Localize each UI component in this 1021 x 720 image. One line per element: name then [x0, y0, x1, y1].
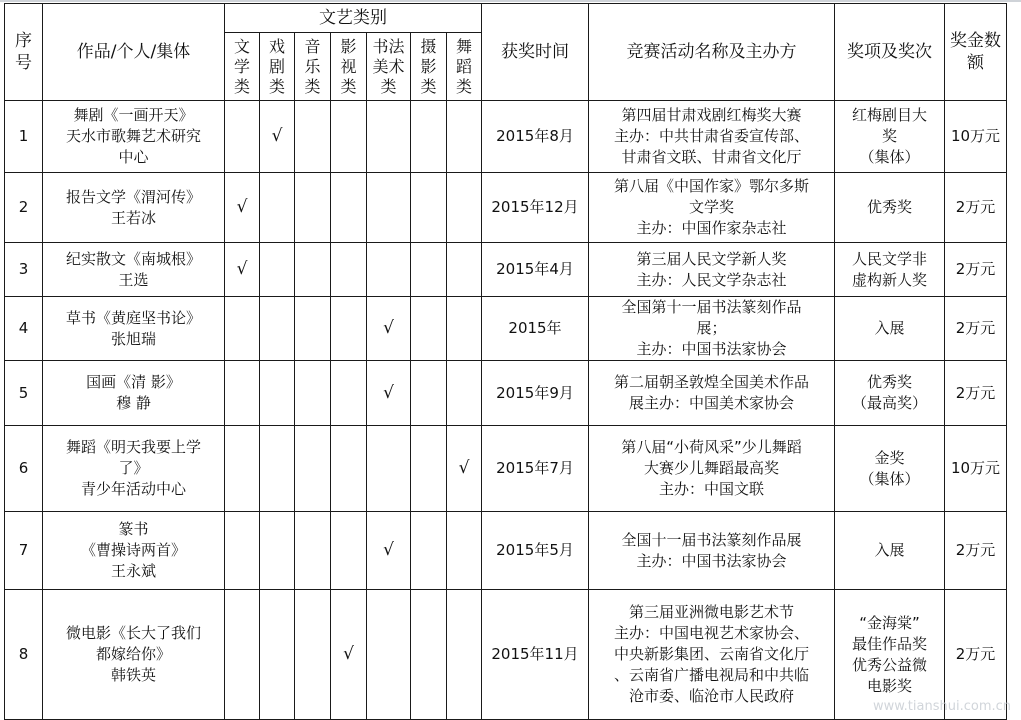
- spreadsheet-top-border: [0, 0, 1021, 2]
- row-category-cell: [260, 512, 295, 590]
- row-category-cell: [225, 101, 260, 173]
- row-category-cell: [411, 590, 447, 720]
- row-work: 微电影《长大了我们 都嫁给你》 韩铁英: [43, 590, 225, 720]
- row-category-cell: [331, 173, 367, 243]
- row-category-cell: [331, 512, 367, 590]
- check-mark-icon: √: [271, 126, 283, 146]
- row-seq: 6: [5, 426, 43, 512]
- row-category-cell: [260, 173, 295, 243]
- row-work: 草书《黄庭坚书论》 张旭瑞: [43, 297, 225, 361]
- row-prize: 2万元: [945, 297, 1007, 361]
- row-seq: 1: [5, 101, 43, 173]
- table-row: [5, 590, 1007, 720]
- row-category-cell: [260, 361, 295, 426]
- row-category-cell: [447, 512, 482, 590]
- row-event: 第三届亚洲微电影艺术节 主办：中国电视艺术家协会、 中央新影集团、云南省文化厅 、云南省广播电视局和中共临 沧市委、临沧市人民政府: [589, 590, 835, 720]
- row-prize: 2万元: [945, 243, 1007, 297]
- check-mark-icon: √: [236, 259, 248, 279]
- row-seq: 4: [5, 297, 43, 361]
- header-work: 作品/个人/集体: [43, 4, 225, 101]
- table-row: [5, 512, 1007, 590]
- row-work: 纪实散文《南城根》 王选: [43, 243, 225, 297]
- row-event: 第八届“小荷风采”少儿舞蹈 大赛少儿舞蹈最高奖 主办：中国文联: [589, 426, 835, 512]
- table-row: [5, 243, 1007, 297]
- row-event: 第二届朝圣敦煌全国美术作品 展主办：中国美术家协会: [589, 361, 835, 426]
- row-category-cell: [447, 101, 482, 173]
- row-category-cell: [225, 173, 260, 243]
- row-category-cell: [447, 590, 482, 720]
- row-category-cell: [331, 101, 367, 173]
- row-category-cell: [411, 243, 447, 297]
- row-prize: 10万元: [945, 101, 1007, 173]
- row-award: 优秀奖 （最高奖）: [835, 361, 945, 426]
- row-event: 第八届《中国作家》鄂尔多斯 文学奖 主办：中国作家杂志社: [589, 173, 835, 243]
- check-mark-icon: √: [236, 197, 248, 217]
- header-prize: 奖金数 额: [945, 4, 1007, 101]
- row-time: 2015年5月: [482, 512, 589, 590]
- row-prize: 10万元: [945, 426, 1007, 512]
- row-category-cell: [331, 361, 367, 426]
- row-category-cell: [367, 426, 411, 512]
- check-mark-icon: √: [383, 318, 394, 338]
- row-category-cell: [411, 101, 447, 173]
- row-category-cell: [411, 426, 447, 512]
- row-event: 全国第十一届书法篆刻作品 展； 主办：中国书法家协会: [589, 297, 835, 361]
- row-category-cell: [367, 590, 411, 720]
- header-row-1: [5, 4, 1007, 33]
- row-category-cell: [295, 512, 331, 590]
- check-mark-icon: √: [343, 644, 354, 664]
- check-mark-icon: √: [383, 382, 394, 403]
- row-work: 舞蹈《明天我要上学 了》 青少年活动中心: [43, 426, 225, 512]
- row-prize: 2万元: [945, 512, 1007, 590]
- row-category-cell: [295, 361, 331, 426]
- row-category-cell: [331, 426, 367, 512]
- row-time: 2015年11月: [482, 590, 589, 720]
- header-category-film: 影 视 类: [331, 33, 367, 101]
- row-seq: 7: [5, 512, 43, 590]
- row-time: 2015年: [482, 297, 589, 361]
- awards-table: [4, 3, 1007, 720]
- row-category-cell: [447, 297, 482, 361]
- row-time: 2015年8月: [482, 101, 589, 173]
- header-category-dance: 舞 蹈 类: [447, 33, 482, 101]
- row-category-cell: [447, 361, 482, 426]
- row-award: 优秀奖: [835, 173, 945, 243]
- header-category-photography: 摄 影 类: [411, 33, 447, 101]
- row-event: 全国十一届书法篆刻作品展 主办：中国书法家协会: [589, 512, 835, 590]
- row-category-cell: [295, 173, 331, 243]
- row-award: 红梅剧目大 奖 （集体）: [835, 101, 945, 173]
- row-award: 金奖 （集体）: [835, 426, 945, 512]
- row-time: 2015年12月: [482, 173, 589, 243]
- row-category-cell: [367, 361, 411, 426]
- row-work: 国画《清 影》 穆 静: [43, 361, 225, 426]
- header-category-group: 文艺类别: [225, 4, 482, 33]
- table-row: [5, 426, 1007, 512]
- row-award: 入展: [835, 512, 945, 590]
- row-award: 人民文学非 虚构新人奖: [835, 243, 945, 297]
- header-seq: 序 号: [5, 4, 43, 101]
- row-category-cell: [225, 512, 260, 590]
- row-category-cell: [447, 426, 482, 512]
- row-category-cell: [225, 361, 260, 426]
- row-category-cell: [331, 243, 367, 297]
- row-category-cell: [367, 173, 411, 243]
- table-row: [5, 173, 1007, 243]
- row-category-cell: [225, 590, 260, 720]
- header-category-drama: 戏 剧 类: [260, 33, 295, 101]
- row-prize: 2万元: [945, 173, 1007, 243]
- row-category-cell: [367, 297, 411, 361]
- row-category-cell: [331, 297, 367, 361]
- check-mark-icon: √: [458, 458, 470, 478]
- row-work: 舞剧《一画开天》 天水市歌舞艺术研究 中心: [43, 101, 225, 173]
- row-category-cell: [260, 426, 295, 512]
- row-category-cell: [295, 426, 331, 512]
- row-seq: 5: [5, 361, 43, 426]
- row-category-cell: [225, 243, 260, 297]
- row-seq: 2: [5, 173, 43, 243]
- row-time: 2015年7月: [482, 426, 589, 512]
- header-category-literature: 文 学 类: [225, 33, 260, 101]
- row-award: “金海棠” 最佳作品奖 优秀公益微 电影奖: [835, 590, 945, 720]
- row-category-cell: [331, 590, 367, 720]
- row-time: 2015年4月: [482, 243, 589, 297]
- row-category-cell: [260, 243, 295, 297]
- row-category-cell: [367, 512, 411, 590]
- header-award: 奖项及奖次: [835, 4, 945, 101]
- row-prize: 2万元: [945, 590, 1007, 720]
- row-time: 2015年9月: [482, 361, 589, 426]
- row-category-cell: [367, 243, 411, 297]
- header-event: 竞赛活动名称及主办方: [589, 4, 835, 101]
- table-row: [5, 101, 1007, 173]
- row-category-cell: [225, 426, 260, 512]
- row-award: 入展: [835, 297, 945, 361]
- row-seq: 8: [5, 590, 43, 720]
- watermark: www.tianshui.com.cn: [872, 699, 1011, 714]
- header-time: 获奖时间: [482, 4, 589, 101]
- row-category-cell: [447, 173, 482, 243]
- header-category-calligraphy-art: 书法 美术 类: [367, 33, 411, 101]
- row-category-cell: [225, 297, 260, 361]
- row-event: 第三届人民文学新人奖 主办：人民文学杂志社: [589, 243, 835, 297]
- row-category-cell: [295, 297, 331, 361]
- row-category-cell: [260, 590, 295, 720]
- row-category-cell: [411, 512, 447, 590]
- row-category-cell: [367, 101, 411, 173]
- row-category-cell: [260, 101, 295, 173]
- row-category-cell: [260, 297, 295, 361]
- row-work: 报告文学《渭河传》 王若冰: [43, 173, 225, 243]
- table-row: [5, 297, 1007, 361]
- row-category-cell: [295, 590, 331, 720]
- row-work: 篆书 《曹操诗两首》 王永斌: [43, 512, 225, 590]
- row-event: 第四届甘肃戏剧红梅奖大赛 主办：中共甘肃省委宣传部、 甘肃省文联、甘肃省文化厅: [589, 101, 835, 173]
- row-category-cell: [295, 243, 331, 297]
- table-row: [5, 361, 1007, 426]
- row-category-cell: [411, 297, 447, 361]
- header-category-music: 音 乐 类: [295, 33, 331, 101]
- row-category-cell: [411, 361, 447, 426]
- check-mark-icon: √: [383, 540, 394, 560]
- row-prize: 2万元: [945, 361, 1007, 426]
- row-seq: 3: [5, 243, 43, 297]
- row-category-cell: [295, 101, 331, 173]
- row-category-cell: [411, 173, 447, 243]
- row-category-cell: [447, 243, 482, 297]
